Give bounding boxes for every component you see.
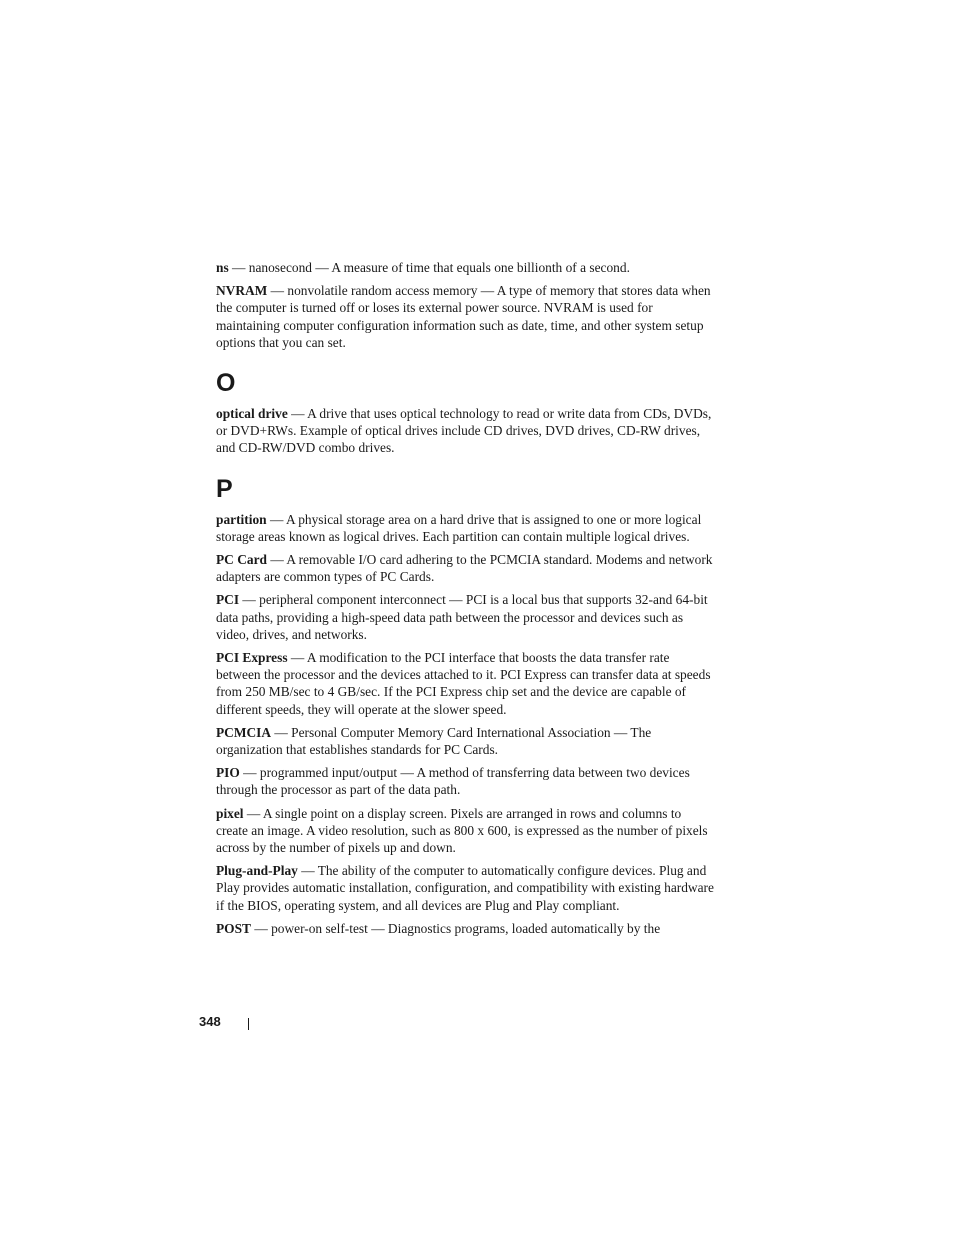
glossary-term: pixel — [216, 805, 244, 821]
glossary-entry-optical-drive — [216, 405, 716, 457]
glossary-term: ns — [216, 260, 229, 275]
glossary-term: POST — [216, 920, 251, 936]
glossary-content — [216, 259, 716, 943]
section-heading-p: P — [216, 474, 233, 503]
glossary-entry-pci — [216, 591, 716, 643]
section-heading-o: O — [216, 369, 236, 398]
glossary-definition: — A drive that uses optical technology to read or write data from CDs, DVDs, or DVD+RWs. Example of optical drives include CD drives, DVD drives, CD-RW drives, and CD-RW/DVD combo drives. — [216, 406, 712, 456]
page-number: 348 — [199, 1014, 221, 1029]
glossary-entry-pci-express — [216, 649, 716, 718]
glossary-entry-plug-and-play — [216, 862, 716, 914]
glossary-definition: — A single point on a display screen. Pixels are arranged in rows and columns to create an image. A video resolution, such as 800 x 600, is expressed as the number of pixels across by the number of pixels up and down. — [216, 805, 708, 856]
glossary-term: PCI — [216, 592, 240, 608]
glossary-entry-pixel — [216, 805, 716, 857]
glossary-term: optical drive — [216, 406, 288, 422]
glossary-entry-nvram — [216, 282, 716, 351]
glossary-definition: — programmed input/output — A method of transferring data between two devices through the processor as part of the data path. — [216, 765, 690, 798]
glossary-term: partition — [216, 511, 267, 527]
glossary-term: PCI Express — [216, 650, 288, 666]
glossary-definition: — peripheral component interconnect — PCI is a local bus that supports 32-and 64-bit data paths, providing a high-speed data path between the processor and devices such as video, drives, and networks. — [216, 592, 708, 642]
glossary-definition: — A modification to the PCI interface that boosts the data transfer rate between the processor and the devices attached to it. PCI Express can transfer data at speeds from 250 MB/sec to 4 GB/sec. If the PCI Express chip set and the device are capable of different speeds, they will operate at the slower speed. — [216, 650, 711, 717]
glossary-entry-ns — [216, 259, 716, 276]
glossary-definition: — The ability of the computer to automatically configure devices. Plug and Play provides automatic installation, configuration, and compatibility with existing hardware if the BIOS, operating system, and all devices are Plug and Play compliant. — [216, 863, 714, 913]
glossary-entry-partition — [216, 511, 716, 545]
glossary-term: Plug-and-Play — [216, 863, 298, 879]
glossary-definition: — Personal Computer Memory Card International Association — The organization that establishes standards for PC Cards. — [216, 724, 652, 758]
glossary-definition: — A physical storage area on a hard drive that is assigned to one or more logical storage areas known as logical drives. Each partition can contain multiple logical drives. — [216, 511, 702, 544]
glossary-term: PC Card — [216, 552, 267, 568]
glossary-definition: — power-on self-test — Diagnostics programs, loaded automatically by the — [250, 920, 661, 936]
glossary-definition: — A removable I/O card adhering to the PCMCIA standard. Modems and network adapters are common types of PC Cards. — [216, 552, 713, 585]
glossary-term: PIO — [216, 765, 240, 781]
glossary-definition: — nonvolatile random access memory — A type of memory that stores data when the computer is turned off or loses its external power source. NVRAM is used for maintaining computer configuration information such as date, time, and other system setup options that you can set. — [216, 283, 711, 350]
glossary-term: PCMCIA — [216, 724, 272, 740]
glossary-term: NVRAM — [216, 283, 268, 299]
glossary-definition: — nanosecond — A measure of time that equals one billionth of a second. — [228, 260, 630, 275]
glossary-entry-pc-card — [216, 551, 716, 585]
glossary-entry-pio — [216, 764, 716, 798]
glossary-entry-pcmcia — [216, 724, 716, 758]
glossary-entry-post — [216, 920, 716, 937]
footer-divider — [248, 1018, 249, 1030]
